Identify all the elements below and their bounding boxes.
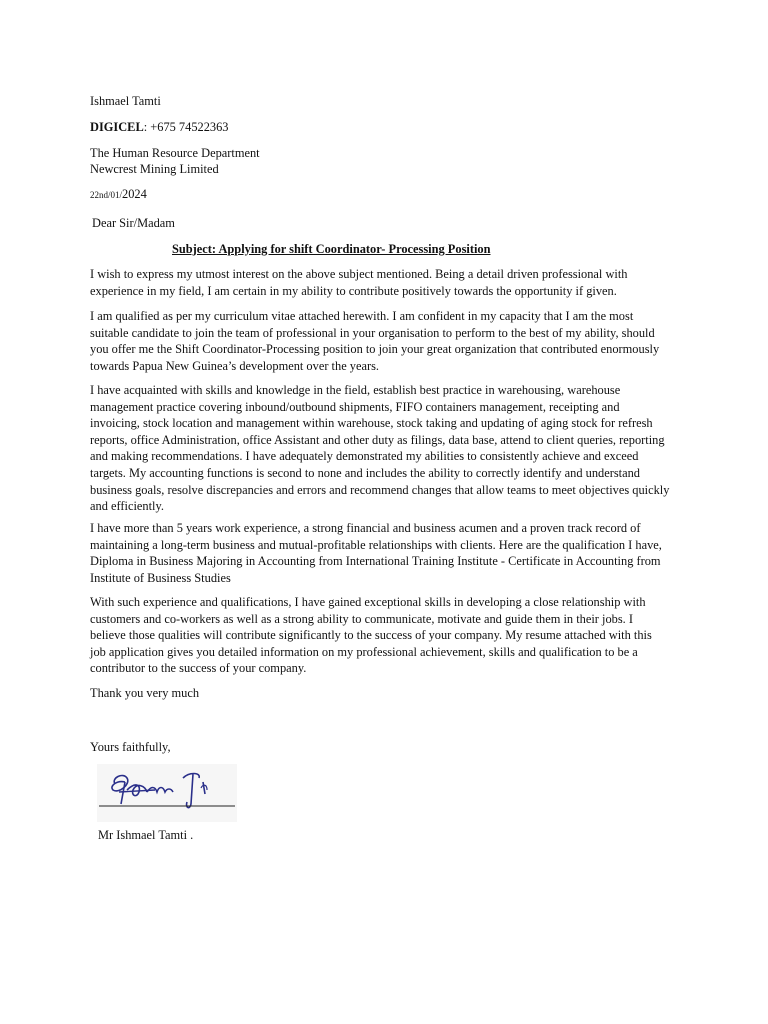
paragraph-line: contributor to the success of your company. [90, 661, 307, 676]
paragraph-line: Institute of Business Studies [90, 570, 231, 585]
paragraph-line: business goals, resolve discrepancies and errors and recommend changes that allow teams to meet objectives quickly [90, 482, 670, 497]
date-day-month: 22nd/01/ [90, 190, 123, 200]
paragraph-line: maintaining a long-term business and mutual-profitable relationships with clients. Here are the qualification I have, [90, 537, 662, 552]
paragraph-line: I wish to express my utmost interest on the above subject mentioned. Being a detail driven professional with [90, 267, 628, 281]
paragraph-line: I have more than 5 years work experience, a strong financial and business acumen and a proven track record of [90, 521, 641, 535]
date-year: 2024 [122, 187, 147, 201]
paragraph-skills [90, 382, 690, 515]
paragraph-line: and efficiently. [90, 499, 164, 514]
paragraph-line: targets. My accounting functions is second to none and includes the ability to correctly identify and understand [90, 465, 640, 480]
paragraph-line: experience in my field, I am certain in my ability to contribute positively towards the opportunity if given. [90, 283, 617, 298]
phone-line [90, 119, 229, 135]
paragraph-line: I am qualified as per my curriculum vitae attached herewith. I am confident in my capacity that I am the most [90, 309, 634, 323]
paragraph-line: job application gives you detailed information on my professional achievement, skills and qualification to be a [90, 644, 638, 659]
salutation: Dear Sir/Madam [92, 216, 175, 230]
paragraph-line: invoicing, stock location and management within warehouse, stock taking and updating of aging stock for refresh [90, 416, 653, 431]
signatory-name: Mr Ishmael Tamti . [98, 828, 194, 842]
paragraph-closing [90, 594, 690, 677]
paragraph-line: you offer me the Shift Coordinator-Processing position to join your great organization that contributed enormously [90, 342, 660, 357]
paragraph-line: management practice covering inbound/outbound shipments, FIFO containers management, receipting and [90, 399, 620, 414]
recipient-line-1: The Human Resource Department [90, 146, 260, 160]
closing-line: Yours faithfully, [90, 740, 171, 754]
paragraph-interest [90, 266, 690, 299]
paragraph-line: and making recommendations. I have adequately demonstrated my abilities to consistently achieve and exceed [90, 449, 639, 464]
subject-line: Subject: Applying for shift Coordinator- Processing Position [172, 242, 491, 256]
paragraph-line: I have acquainted with skills and knowledge in the field, establish best practice in warehousing, warehouse [90, 383, 621, 397]
paragraph-line: customers and co-workers as well as a strong ability to communicate, motivate and guide them in their jobs. I [90, 611, 633, 626]
paragraph-line: With such experience and qualifications, I have gained exceptional skills in developing a close relationship with [90, 595, 646, 609]
paragraph-qualification [90, 308, 690, 374]
phone-label: DIGICEL [90, 120, 144, 134]
phone-value: : +675 74522363 [143, 120, 229, 134]
paragraph-line: Diploma in Business Majoring in Accounting from International Training Institute - Certificate in Accounting from [90, 554, 661, 569]
paragraph-line: believe those qualities will contribute significantly to the success of your company. My resume attached with this [90, 628, 652, 643]
letter-date [90, 186, 147, 203]
thanks-line: Thank you very much [90, 686, 200, 700]
sender-name: Ishmael Tamti [90, 94, 161, 108]
paragraph-line: reports, office Administration, office Assistant and other duty as filings, data base, attend to client queries, reporting [90, 432, 665, 447]
signature-scribble [97, 764, 237, 822]
paragraph-experience [90, 520, 690, 586]
paragraph-line: suitable candidate to join the team of professional in your organisation to perform to the best of my ability, should [90, 325, 655, 340]
paragraph-line: towards Papua New Guinea’s development over the years. [90, 358, 380, 373]
signature-image [97, 764, 237, 822]
recipient-line-2: Newcrest Mining Limited [90, 162, 219, 176]
